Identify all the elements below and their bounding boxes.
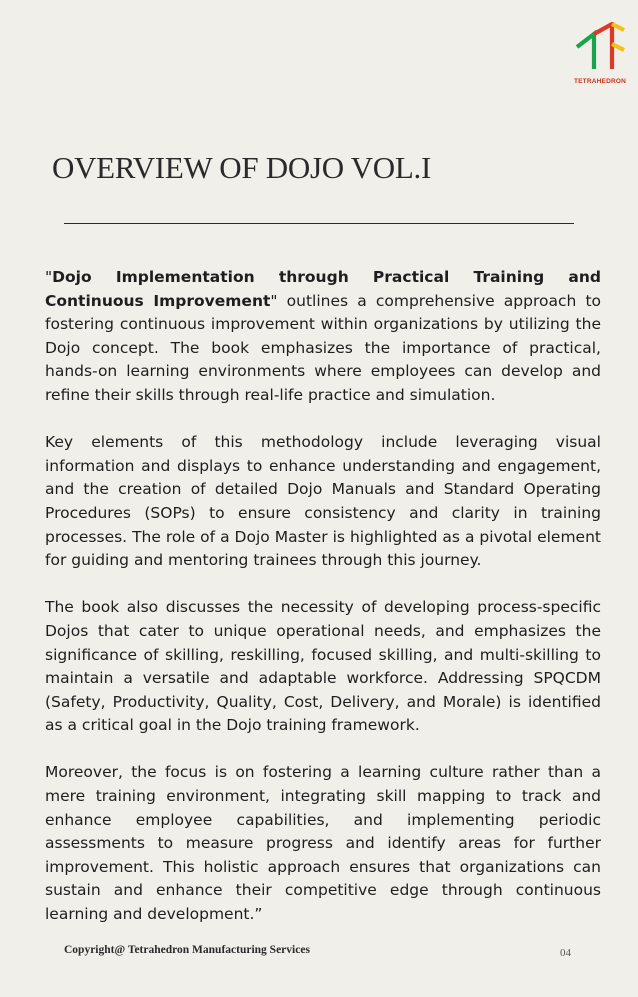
paragraph-2: Key elements of this methodology include leveraging visual information and displays to enhance understanding and engagement, and the creation of detailed Dojo Manuals and Standard Operating Procedures (SOPs) to ensure consistency and clarity in training processes. The role of a Dojo Master is highlighted as a pivotal element for guiding and mentoring trainees through this journey.	[45, 433, 601, 570]
body-text	[45, 266, 601, 950]
book-title: Dojo Implementation through Practical Training and Continuous Improvement	[45, 268, 601, 310]
copyright-footer: Copyright@ Tetrahedron Manufacturing Services	[64, 944, 310, 956]
logo-text: TETRAHEDRON	[573, 78, 627, 85]
title-divider	[64, 223, 574, 224]
tetrahedron-logo	[570, 22, 630, 92]
paragraph-1-text: " outlines a comprehensive approach to fostering continuous improvement within organizations by utilizing the Dojo concept. The book emphasizes the importance of practical, hands-on learning environments where employees can develop and refine their skills through real-life practice and simulation.	[45, 291, 602, 404]
paragraph-1	[45, 266, 601, 408]
paragraph-4: Moreover, the focus is on fostering a learning culture rather than a mere training environment, integrating skill mapping to track and enhance employee capabilities, and implementing periodic assessments to measure progress and identify areas for further improvement. This holistic approach ensures that organizations can sustain and enhance their competitive edge through continuous learning and development.”	[45, 763, 601, 924]
page-number: 04	[560, 947, 571, 959]
tetrahedron-logo-icon	[574, 22, 626, 74]
page-title: OVERVIEW OF DOJO VOL.I	[52, 150, 431, 185]
opening-quote: "	[45, 268, 53, 286]
paragraph-3: The book also discusses the necessity of developing process-specific Dojos that cater to unique operational needs, and emphasizes the significance of skilling, reskilling, focused skilling, and multi-skilling to maintain a versatile and adaptable workforce. Addressing SPQCDM (Safety, Productivity, Quality, Cost, Delivery, and Morale) is identified as a critical goal in the Dojo training framework.	[45, 598, 601, 735]
